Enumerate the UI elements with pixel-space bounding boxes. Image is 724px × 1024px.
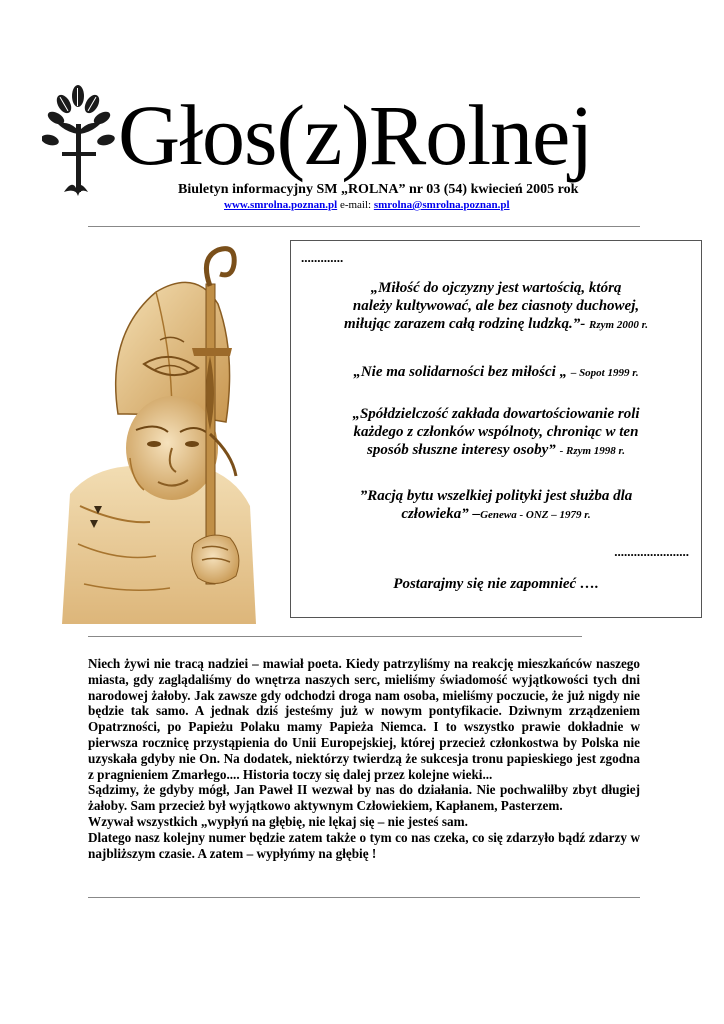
quote-ellipsis-top: ............. xyxy=(301,250,344,265)
quote-cooperative xyxy=(291,405,701,460)
email-label: e-mail: xyxy=(339,199,372,211)
quote-source: Genewa - ONZ – 1979 r. xyxy=(480,509,591,521)
quote-line: każdego z członków wspólnoty, chroniąc w ten xyxy=(353,424,639,440)
quote-line: człowieka” –Genewa - ONZ – 1979 r. xyxy=(401,506,591,522)
top-divider xyxy=(88,226,640,227)
article-paragraph: Wzywał wszystkich „wypłyń na głębię, nie lękaj się – nie jesteś sam. xyxy=(88,813,468,829)
quote-ellipsis-bottom: ....................... xyxy=(614,544,689,559)
quote-solidarity xyxy=(291,363,701,382)
quote-politics xyxy=(291,487,701,524)
quote-line: należy kultywować, ale bez ciasnoty duchowej, xyxy=(352,298,640,314)
tree-logo-icon xyxy=(42,84,116,200)
quotes-box xyxy=(290,240,702,618)
middle-divider xyxy=(88,636,582,637)
quote-line: sposób słuszne interesy osoby” - Rzym 1998 r. xyxy=(367,442,625,458)
closing-quote: Postarajmy się nie zapomnieć …. xyxy=(393,576,599,592)
issue-subtitle: Biuletyn informacyjny SM „ROLNA” nr 03 (54) kwiecień 2005 rok xyxy=(178,182,579,197)
quote-line: „Spółdzielczość zakłada dowartościowanie roli xyxy=(352,406,640,422)
quote-source: - Rzym 1998 r. xyxy=(559,445,625,457)
pope-portrait-image xyxy=(60,244,284,624)
article-paragraph: Dlatego nasz kolejny numer będzie zatem także o tym co nas czeka, co się zdarzyło bądź zdarzy w najbliższym czasie. A zatem – wypłyńmy na głębię ! xyxy=(88,829,640,861)
quote-line: „Nie ma solidarności bez miłości „ xyxy=(353,364,568,380)
newsletter-title: Głos(z)Rolnej xyxy=(118,87,593,183)
article-body xyxy=(88,656,640,861)
website-link[interactable]: www.smrolna.poznan.pl xyxy=(224,199,338,211)
quote-line: miłując zarazem całą rodzinę ludzką.”- Rzym 2000 r. xyxy=(343,316,648,332)
quote-line: „Miłość do ojczyzny jest wartością, którą xyxy=(370,280,622,296)
article-paragraph: Sądzimy, że gdyby mógł, Jan Paweł II wezwał by nas do działania. Nie pochwaliłby zbyt długiej żałoby. Sam przecież był wyjątkowo aktywnym Człowiekiem, Kapłanem, Pasterzem. xyxy=(88,782,640,814)
quote-patriotism xyxy=(291,279,701,334)
quote-line: ”Racją bytu wszelkiej polityki jest służba dla xyxy=(359,488,633,504)
quote-source: – Sopot 1999 r. xyxy=(570,367,639,379)
article-paragraph: Niech żywi nie tracą nadziei – mawiał poeta. Kiedy patrzyliśmy na reakcję mieszkańców naszego miasta, gdy zaglądaliśmy do wnętrza naszych serc, mieliśmy świadomość wyjątkowości tych dni narodowej żałoby. Jak zawsze gdy odchodzi droga nam osoba, mieliśmy poczucie, że już nigdy nie będzie tak samo. A jednak dziś jesteśmy już w nowym pontyfikacie. Dziwnym zrządzeniem Opatrzności, po Papieżu Polaku mamy Papieża Niemca. I to wszystko prawie dokładnie w pierwsza rocznicę przystąpienia do Unii Europejskiej, której przecież członkostwa by Polska nie uzyskała gdyby nie On. Na dodatek, niektórzy twierdzą że sukcesja tronu papieskiego jest zgodna z pragnieniem Zmarłego.... Historia toczy się dalej przez kolejne wieki... xyxy=(88,656,640,782)
email-link[interactable]: smrolna@smrolna.poznan.pl xyxy=(373,199,510,211)
quote-source: Rzym 2000 r. xyxy=(589,319,648,331)
bottom-divider xyxy=(88,897,640,898)
contact-line xyxy=(224,199,510,211)
